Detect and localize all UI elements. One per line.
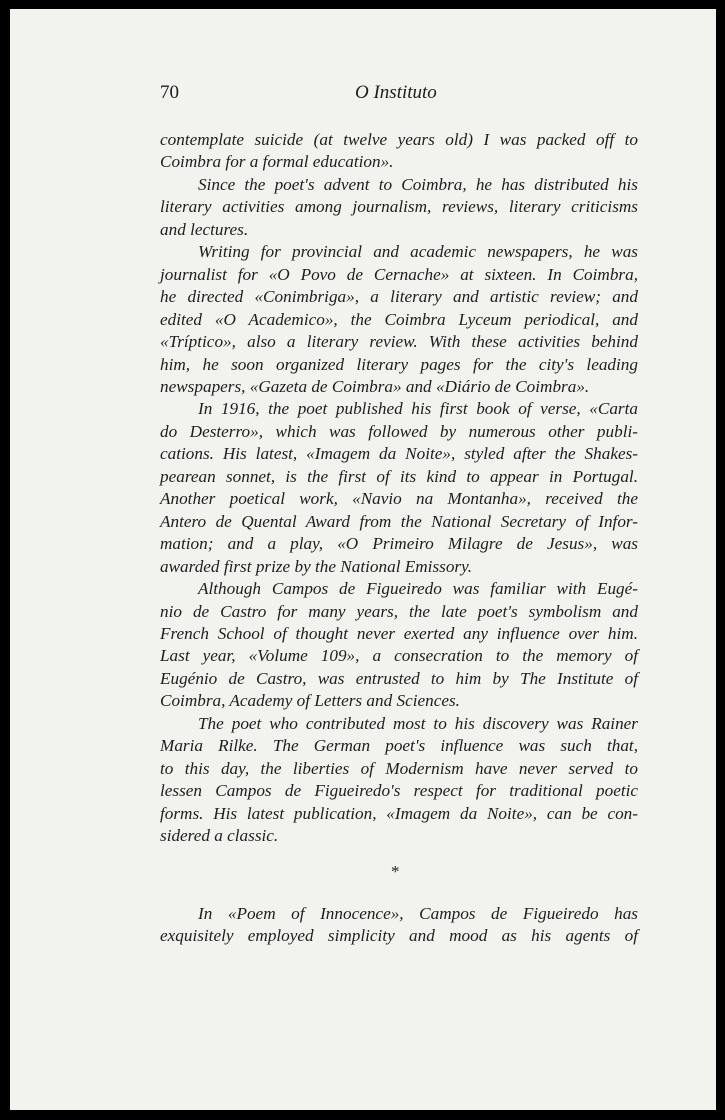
text-line: forms. His latest publication, «Imagem da Noite», can be con-	[160, 803, 638, 823]
paragraph-6	[160, 713, 638, 848]
text-line: journalist for «O Povo de Cernache» at sixteen. In Coimbra,	[160, 264, 638, 284]
text-line: literary activities among journalism, reviews, literary criticisms	[160, 197, 638, 217]
text-line: Coimbra for a formal education».	[160, 152, 394, 172]
text-line: sidered a classic.	[160, 826, 279, 846]
text-line: Another poetical work, «Navio na Montanha», received the	[160, 489, 638, 509]
text-line: «Tríptico», also a literary review. With these activities behind	[160, 332, 638, 352]
paragraph-2	[160, 174, 638, 241]
text-line: Antero de Quental Award from the National Secretary of Infor-	[160, 511, 638, 531]
paragraph-3	[160, 241, 638, 398]
page-header	[160, 82, 636, 112]
closing-paragraph	[160, 903, 638, 948]
paragraph-1	[160, 129, 638, 174]
text-line: Eugénio de Castro, was entrusted to him by The Institute of	[160, 668, 638, 688]
text-line: exquisitely employed simplicity and mood as his agents of	[160, 926, 638, 946]
text-line: and lectures.	[160, 219, 249, 239]
text-line: French School of thought never exerted any influence over him.	[160, 623, 638, 643]
text-line: awarded first prize by the National Emissory.	[160, 556, 473, 576]
text-line: In «Poem of Innocence», Campos de Figueiredo has	[198, 904, 638, 923]
text-line: he directed «Conimbriga», a literary and artistic review; and	[160, 287, 638, 307]
text-line: Last year, «Volume 109», a consecration to the memory of	[160, 646, 638, 666]
text-line: mation; and a play, «O Primeiro Milagre de Jesus», was	[160, 534, 638, 554]
text-line: cations. His latest, «Imagem da Noite», styled after the Shakes-	[160, 444, 638, 464]
text-line: him, he soon organized literary pages for the city's leading	[160, 354, 638, 374]
paragraph-4	[160, 398, 638, 578]
text-line: Coimbra, Academy of Letters and Sciences.	[160, 691, 460, 711]
section-separator: *	[391, 862, 400, 881]
text-line: nio de Castro for many years, the late poet's symbolism and	[160, 601, 638, 621]
text-line: Since the poet's advent to Coimbra, he has distributed his	[198, 174, 638, 194]
running-title: O Instituto	[355, 82, 437, 103]
page	[10, 9, 716, 1110]
paragraph-5	[160, 578, 638, 713]
page-number: 70	[160, 82, 179, 103]
text-line: pearean sonnet, is the first of its kind to appear in Portugal.	[160, 466, 638, 486]
text-line: lessen Campos de Figueiredo's respect for traditional poetic	[160, 781, 638, 801]
text-line: The poet who contributed most to his discovery was Rainer	[198, 713, 638, 733]
text-line: edited «O Academico», the Coimbra Lyceum periodical, and	[160, 309, 638, 329]
text-line: newspapers, «Gazeta de Coimbra» and «Diário de Coimbra».	[160, 376, 590, 396]
body-text	[160, 129, 638, 848]
text-line: to this day, the liberties of Modernism have never served to	[160, 758, 638, 778]
text-line: In 1916, the poet published his first book of verse, «Carta	[198, 399, 638, 419]
text-line: Writing for provincial and academic newspapers, he was	[198, 242, 638, 262]
text-line: Although Campos de Figueiredo was familiar with Eugé-	[198, 579, 638, 599]
text-line: Maria Rilke. The German poet's influence was such that,	[160, 736, 638, 756]
text-line: do Desterro», which was followed by numerous other publi-	[160, 421, 638, 441]
text-line: contemplate suicide (at twelve years old) I was packed off to	[160, 130, 638, 149]
